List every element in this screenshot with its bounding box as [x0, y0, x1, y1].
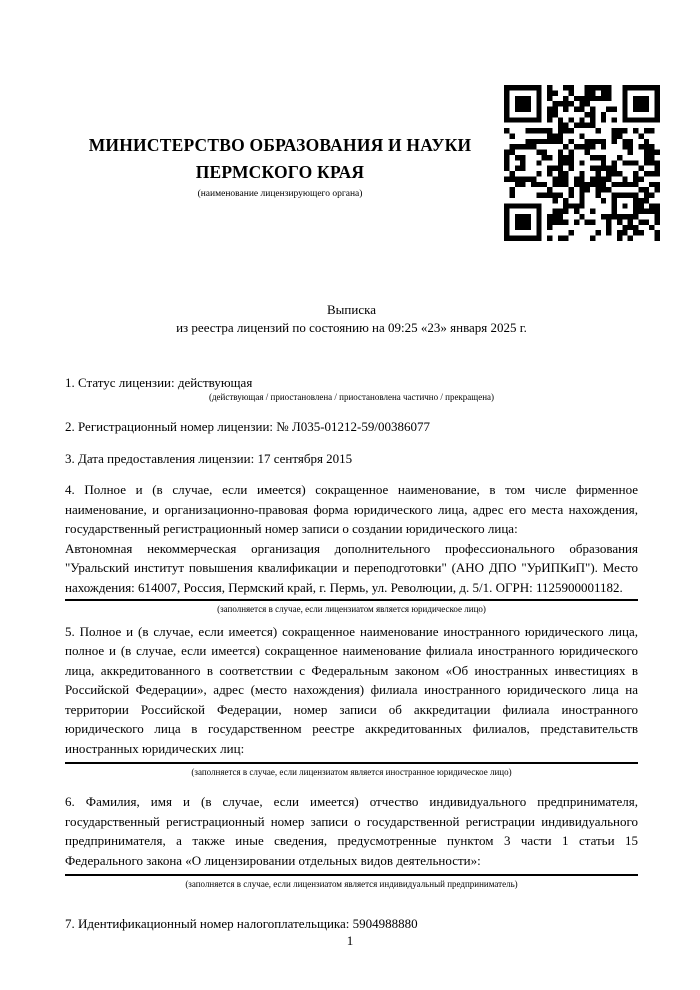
legal-entity-heading: 4. Полное и (в случае, если имеется) сокращенное наименование, в том числе фирменное наименование, и организационно-правовая форма юридического лица, адрес его места нахождения, государственный регистрационный номер записи о создании юридического лица:	[65, 482, 638, 537]
item-registration-number	[65, 417, 638, 437]
licensing-authority-caption: (наименование лицензирующего органа)	[197, 189, 363, 200]
licensing-authority-name-line2: ПЕРМСКОГО КРАЯ	[195, 162, 365, 183]
foreign-entity-heading: 5. Полное и (в случае, если имеется) сокращенное наименование иностранного юридического лица, полное и (в случае, если имеется) сокращенное наименование филиала иностранного юридического лица, аккредитованного в соответствии с Федеральным законом «Об иностранных инвестициях в Российской Федерации», адрес (место нахождения) филиала иностранного юридического лица на территории Российской Федерации, номер записи об аккредитации филиала иностранного юридического лица в государственном реестре аккредитованных филиалов, представительств иностранных юридических лиц:	[65, 623, 638, 756]
blank-underline	[65, 874, 638, 876]
item-license-status	[65, 373, 638, 404]
document-title-line1: Выписка	[327, 301, 376, 317]
individual-entrepreneur-caption: (заполняется в случае, если лицензиатом является индивидуальный предприниматель)	[185, 879, 518, 890]
document-title-line2: из реестра лицензий по состоянию на 09:25 «23» января 2025 г.	[176, 319, 527, 335]
licensing-authority-header	[65, 132, 495, 201]
licensing-authority-name-line1: МИНИСТЕРСТВО ОБРАЗОВАНИЯ И НАУКИ	[88, 135, 472, 155]
document-body	[65, 373, 638, 934]
registration-number-text: 2. Регистрационный номер лицензии: № Л035-01212-59/00386077	[65, 419, 431, 435]
legal-entity-value: Автономная некоммерческая организация дополнительного профессионального образования "Уральский институт повышения квалификации и переподготовки" (АНО ДПО "УрИПКиП"). Место нахождения: 614007, Россия, Пермский край, г. Пермь, ул. Революции, д. 5/1. ОГРН: 1125900001182.	[65, 539, 638, 602]
foreign-entity-caption: (заполняется в случае, если лицензиатом является иностранное юридическое лицо)	[191, 767, 512, 778]
legal-entity-caption: (заполняется в случае, если лицензиатом является юридическое лицо)	[217, 604, 486, 615]
individual-entrepreneur-heading: 6. Фамилия, имя и (в случае, если имеется) отчество индивидуального предпринимателя, государственный регистрационный номер записи о государственной регистрации индивидуального предпринимателя, а также иные сведения, предусмотренные пунктом 3 части 1 статьи 15 Федерального закона «О лицензировании отдельных видов деятельности»:	[65, 794, 638, 868]
taxpayer-number-text: 7. Идентификационный номер налогоплательщика: 5904988880	[65, 915, 418, 931]
item-foreign-entity	[65, 622, 638, 779]
document-title	[65, 301, 638, 337]
item-license-date	[65, 449, 638, 469]
license-status-text: 1. Статус лицензии: действующая	[65, 374, 253, 390]
item-individual-entrepreneur	[65, 792, 638, 890]
licensing-authority-name	[65, 132, 495, 186]
blank-underline	[65, 762, 638, 764]
license-status-options-caption: (действующая / приостановлена / приостановлена частично / прекращена)	[208, 392, 495, 403]
page-number: 1	[346, 932, 354, 948]
qr-code-icon	[504, 85, 660, 241]
item-legal-entity	[65, 480, 638, 615]
license-date-text: 3. Дата предоставления лицензии: 17 сентября 2015	[65, 450, 353, 466]
